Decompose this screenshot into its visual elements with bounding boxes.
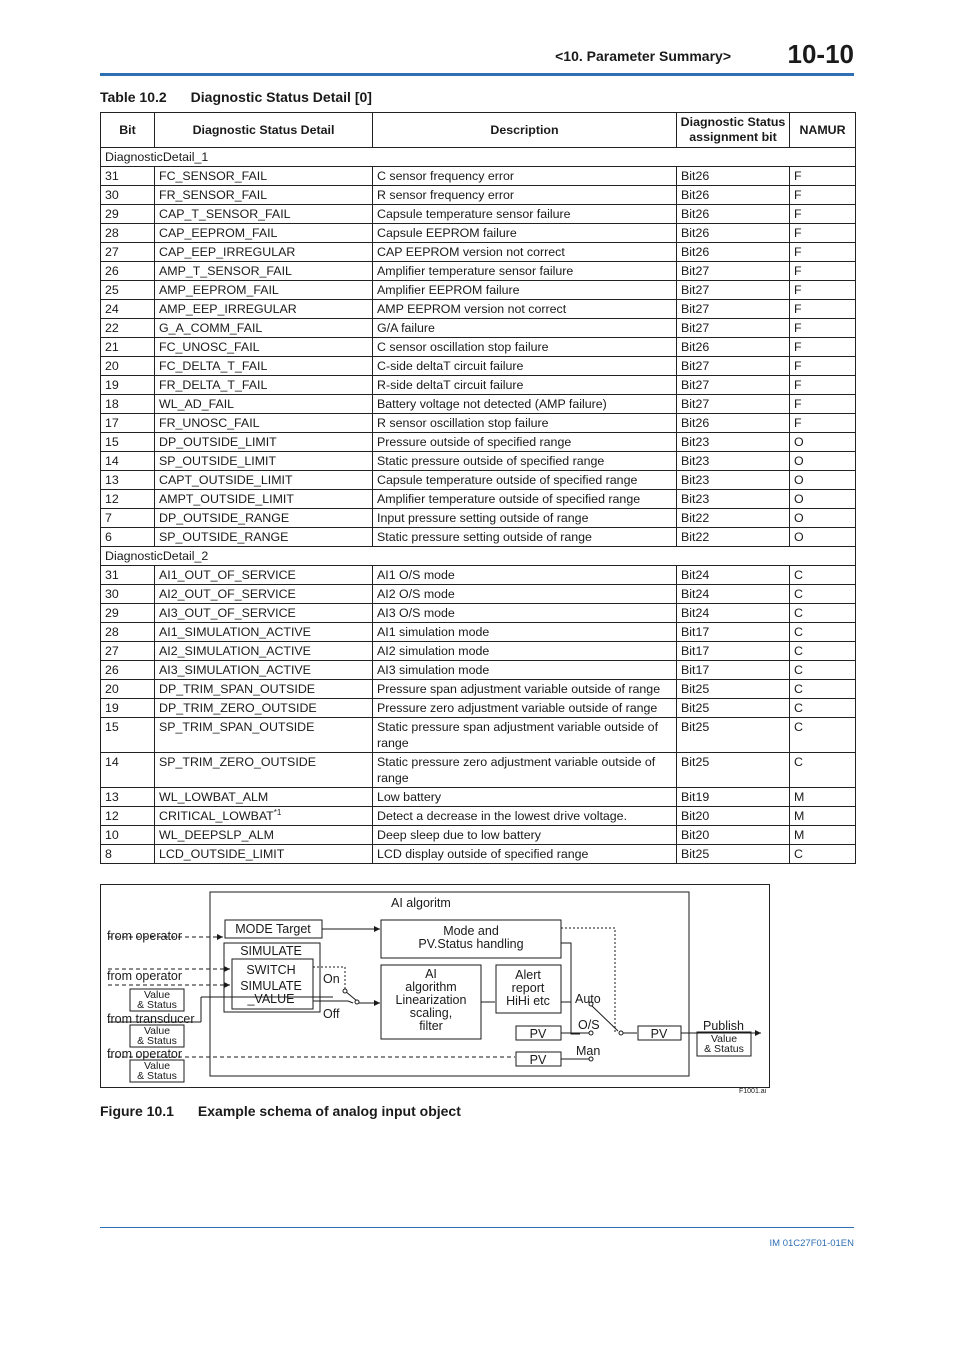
namur-cell: C xyxy=(790,604,856,623)
namur-cell: F xyxy=(790,262,856,281)
assignment-bit-cell: Bit22 xyxy=(677,528,790,547)
bit-cell: 21 xyxy=(101,338,155,357)
assignment-bit-cell: Bit17 xyxy=(677,642,790,661)
description-cell: Capsule temperature sensor failure xyxy=(373,205,677,224)
table-row xyxy=(101,319,856,338)
detail-cell: CAPT_OUTSIDE_LIMIT xyxy=(155,471,373,490)
namur-cell: C xyxy=(790,699,856,718)
description-cell: AI3 O/S mode xyxy=(373,604,677,623)
description-cell: AI1 O/S mode xyxy=(373,566,677,585)
publish-status-label: & Status xyxy=(704,1043,744,1055)
detail-cell: AI1_SIMULATION_ACTIVE xyxy=(155,623,373,642)
bit-cell: 26 xyxy=(101,262,155,281)
namur-cell: C xyxy=(790,718,856,753)
table-row xyxy=(101,699,856,718)
bit-cell: 28 xyxy=(101,224,155,243)
assignment-bit-cell: Bit22 xyxy=(677,509,790,528)
description-cell: Static pressure zero adjustment variable outside of range xyxy=(373,753,677,788)
detail-cell: DP_OUTSIDE_RANGE xyxy=(155,509,373,528)
table-row xyxy=(101,452,856,471)
status-label-2: & Status xyxy=(137,1035,177,1047)
detail-cell: AMP_T_SENSOR_FAIL xyxy=(155,262,373,281)
status-label-3: & Status xyxy=(137,1070,177,1082)
table-header-row xyxy=(101,113,856,148)
assignment-bit-cell: Bit27 xyxy=(677,395,790,414)
table-row xyxy=(101,585,856,604)
table-row xyxy=(101,807,856,826)
detail-cell: AI3_OUT_OF_SERVICE xyxy=(155,604,373,623)
table-row xyxy=(101,243,856,262)
publish-label: Publish xyxy=(703,1019,744,1033)
namur-cell: O xyxy=(790,471,856,490)
assignment-bit-cell: Bit26 xyxy=(677,205,790,224)
table-row xyxy=(101,718,856,753)
namur-cell: M xyxy=(790,826,856,845)
table-row xyxy=(101,433,856,452)
table-row xyxy=(101,376,856,395)
bit-cell: 6 xyxy=(101,528,155,547)
table-row xyxy=(101,414,856,433)
namur-cell: F xyxy=(790,186,856,205)
from-operator-label-1: from operator xyxy=(107,929,183,943)
description-cell: Battery voltage not detected (AMP failure) xyxy=(373,395,677,414)
assignment-bit-cell: Bit26 xyxy=(677,414,790,433)
table-row xyxy=(101,186,856,205)
ai-block-label-3: Linearization xyxy=(395,993,467,1007)
detail-cell: G_A_COMM_FAIL xyxy=(155,319,373,338)
description-cell: Pressure span adjustment variable outside of range xyxy=(373,680,677,699)
namur-cell: C xyxy=(790,661,856,680)
description-cell: Static pressure setting outside of range xyxy=(373,528,677,547)
bit-cell: 20 xyxy=(101,357,155,376)
namur-cell: O xyxy=(790,490,856,509)
assignment-bit-cell: Bit27 xyxy=(677,319,790,338)
namur-cell: F xyxy=(790,205,856,224)
description-cell: AI2 simulation mode xyxy=(373,642,677,661)
bit-cell: 14 xyxy=(101,452,155,471)
table-row xyxy=(101,753,856,788)
mode-target-label: MODE Target xyxy=(235,922,311,936)
value-label-1: Value xyxy=(143,989,171,1001)
description-cell: Deep sleep due to low battery xyxy=(373,826,677,845)
assignment-bit-cell: Bit27 xyxy=(677,281,790,300)
table-row xyxy=(101,167,856,186)
bit-cell: 20 xyxy=(101,680,155,699)
namur-cell: O xyxy=(790,509,856,528)
simulate-value-label-1: SIMULATE xyxy=(240,979,302,993)
bit-cell: 14 xyxy=(101,753,155,788)
page-number: 10-10 xyxy=(787,39,854,69)
description-cell: Amplifier EEPROM failure xyxy=(373,281,677,300)
detail-cell: CAP_EEPROM_FAIL xyxy=(155,224,373,243)
mode-handling-label-2: PV.Status handling xyxy=(418,937,524,951)
table-row xyxy=(101,395,856,414)
publish-value-label: Value xyxy=(710,1033,738,1045)
from-operator-label-2: from operator xyxy=(107,969,183,983)
bit-cell: 25 xyxy=(101,281,155,300)
description-cell: Amplifier temperature outside of specified range xyxy=(373,490,677,509)
table-row xyxy=(101,357,856,376)
table-caption-number: Table 10.2 xyxy=(100,89,167,105)
bit-cell: 31 xyxy=(101,566,155,585)
description-cell: C sensor oscillation stop failure xyxy=(373,338,677,357)
bit-cell: 15 xyxy=(101,433,155,452)
simulate-value-label-2: _VALUE xyxy=(247,992,295,1006)
detail-cell: FR_DELTA_T_FAIL xyxy=(155,376,373,395)
namur-cell: F xyxy=(790,395,856,414)
detail-cell: DP_OUTSIDE_LIMIT xyxy=(155,433,373,452)
description-cell: Pressure outside of specified range xyxy=(373,433,677,452)
man-label: Man xyxy=(576,1044,601,1058)
table-row xyxy=(101,338,856,357)
assignment-bit-cell: Bit25 xyxy=(677,680,790,699)
detail-cell: DP_TRIM_ZERO_OUTSIDE xyxy=(155,699,373,718)
namur-cell: F xyxy=(790,338,856,357)
bit-cell: 12 xyxy=(101,807,155,826)
ai-block-label-2: algorithm xyxy=(405,980,457,994)
detail-cell: AMP_EEP_IRREGULAR xyxy=(155,300,373,319)
detail-cell: LCD_OUTSIDE_LIMIT xyxy=(155,845,373,864)
assignment-bit-cell: Bit26 xyxy=(677,338,790,357)
description-cell: AI1 simulation mode xyxy=(373,623,677,642)
table-row xyxy=(101,528,856,547)
os-label: O/S xyxy=(578,1018,600,1032)
section-title: <10. Parameter Summary> xyxy=(555,48,731,64)
namur-cell: C xyxy=(790,753,856,788)
detail-cell: WL_DEEPSLP_ALM xyxy=(155,826,373,845)
detail-cell: FC_SENSOR_FAIL xyxy=(155,167,373,186)
description-cell: Capsule EEPROM failure xyxy=(373,224,677,243)
description-cell: Pressure zero adjustment variable outside of range xyxy=(373,699,677,718)
assignment-bit-cell: Bit23 xyxy=(677,452,790,471)
figure-file-id: F1001.ai xyxy=(739,1088,767,1095)
assignment-bit-cell: Bit27 xyxy=(677,357,790,376)
namur-cell: F xyxy=(790,300,856,319)
namur-cell: C xyxy=(790,642,856,661)
assignment-bit-cell: Bit26 xyxy=(677,224,790,243)
assignment-bit-cell: Bit25 xyxy=(677,845,790,864)
alert-label-3: HiHi etc xyxy=(506,994,550,1008)
namur-cell: O xyxy=(790,433,856,452)
table-row xyxy=(101,845,856,864)
assignment-bit-cell: Bit24 xyxy=(677,566,790,585)
description-cell: Capsule temperature outside of specified range xyxy=(373,471,677,490)
namur-cell: C xyxy=(790,585,856,604)
pv-label-man: PV xyxy=(529,1053,547,1067)
namur-cell: F xyxy=(790,357,856,376)
figure-caption-number: Figure 10.1 xyxy=(100,1103,174,1119)
description-cell: CAP EEPROM version not correct xyxy=(373,243,677,262)
description-cell: LCD display outside of specified range xyxy=(373,845,677,864)
table-row xyxy=(101,281,856,300)
detail-cell: CAP_T_SENSOR_FAIL xyxy=(155,205,373,224)
namur-cell: M xyxy=(790,807,856,826)
namur-cell: M xyxy=(790,788,856,807)
bit-cell: 19 xyxy=(101,699,155,718)
bit-cell: 13 xyxy=(101,788,155,807)
table-row xyxy=(101,224,856,243)
assignment-bit-cell: Bit24 xyxy=(677,604,790,623)
assignment-bit-cell: Bit25 xyxy=(677,699,790,718)
bit-cell: 12 xyxy=(101,490,155,509)
table-row xyxy=(101,788,856,807)
document-id: IM 01C27F01-01EN xyxy=(769,1238,854,1249)
table-row xyxy=(101,509,856,528)
bit-cell: 29 xyxy=(101,205,155,224)
detail-cell: SP_TRIM_ZERO_OUTSIDE xyxy=(155,753,373,788)
assignment-bit-cell: Bit27 xyxy=(677,300,790,319)
table-row xyxy=(101,680,856,699)
bit-cell: 13 xyxy=(101,471,155,490)
namur-cell: F xyxy=(790,243,856,262)
footnote-marker: *1 xyxy=(273,807,282,817)
table-section-row xyxy=(101,148,856,167)
bit-cell: 30 xyxy=(101,186,155,205)
alert-label-2: report xyxy=(511,981,545,995)
detail-cell: CAP_EEP_IRREGULAR xyxy=(155,243,373,262)
header-rule xyxy=(100,73,854,76)
detail-cell: AI2_OUT_OF_SERVICE xyxy=(155,585,373,604)
pv-label-auto: PV xyxy=(529,1027,547,1041)
table-row xyxy=(101,490,856,509)
table-row xyxy=(101,604,856,623)
assignment-bit-cell: Bit23 xyxy=(677,490,790,509)
description-cell: Detect a decrease in the lowest drive voltage. xyxy=(373,807,677,826)
detail-cell: DP_TRIM_SPAN_OUTSIDE xyxy=(155,680,373,699)
bit-cell: 26 xyxy=(101,661,155,680)
namur-cell: F xyxy=(790,224,856,243)
bit-cell: 18 xyxy=(101,395,155,414)
table-section-row xyxy=(101,547,856,566)
description-cell: AI3 simulation mode xyxy=(373,661,677,680)
detail-cell: AMP_EEPROM_FAIL xyxy=(155,281,373,300)
namur-cell: C xyxy=(790,845,856,864)
detail-cell: SP_OUTSIDE_RANGE xyxy=(155,528,373,547)
description-cell: G/A failure xyxy=(373,319,677,338)
table-row xyxy=(101,262,856,281)
schema-diagram xyxy=(101,885,769,1087)
mode-handling-label-1: Mode and xyxy=(443,924,499,938)
detail-text: CRITICAL_LOWBAT xyxy=(159,809,274,823)
bit-cell: 27 xyxy=(101,243,155,262)
column-header: Description xyxy=(373,113,677,148)
figure-caption xyxy=(100,1103,461,1119)
bit-cell: 24 xyxy=(101,300,155,319)
analog-input-schema-figure xyxy=(100,884,770,1088)
assignment-bit-cell: Bit27 xyxy=(677,262,790,281)
status-label-1: & Status xyxy=(137,999,177,1011)
assignment-bit-cell: Bit27 xyxy=(677,376,790,395)
diagnostic-status-table xyxy=(100,112,856,864)
on-label: On xyxy=(323,972,340,986)
table-row xyxy=(101,205,856,224)
detail-cell: WL_LOWBAT_ALM xyxy=(155,788,373,807)
simulate-label: SIMULATE xyxy=(240,944,302,958)
assignment-bit-cell: Bit17 xyxy=(677,623,790,642)
namur-cell: F xyxy=(790,167,856,186)
column-header: Bit xyxy=(101,113,155,148)
description-cell: C sensor frequency error xyxy=(373,167,677,186)
description-cell: Low battery xyxy=(373,788,677,807)
bit-cell: 22 xyxy=(101,319,155,338)
ai-block-label-5: filter xyxy=(419,1019,443,1033)
description-cell: C-side deltaT circuit failure xyxy=(373,357,677,376)
namur-cell: C xyxy=(790,623,856,642)
bit-cell: 8 xyxy=(101,845,155,864)
alert-label-1: Alert xyxy=(515,968,541,982)
table-row xyxy=(101,642,856,661)
assignment-bit-cell: Bit26 xyxy=(677,167,790,186)
column-header: NAMUR xyxy=(790,113,856,148)
detail-cell: WL_AD_FAIL xyxy=(155,395,373,414)
assignment-bit-cell: Bit25 xyxy=(677,718,790,753)
bit-cell: 29 xyxy=(101,604,155,623)
assignment-bit-cell: Bit23 xyxy=(677,471,790,490)
detail-cell: FC_DELTA_T_FAIL xyxy=(155,357,373,376)
table-row xyxy=(101,661,856,680)
namur-cell: F xyxy=(790,414,856,433)
ai-block-label-4: scaling, xyxy=(409,1006,453,1020)
detail-cell: FR_SENSOR_FAIL xyxy=(155,186,373,205)
assignment-bit-cell: Bit23 xyxy=(677,433,790,452)
from-operator-label-3: from operator xyxy=(107,1047,183,1061)
section-label: DiagnosticDetail_2 xyxy=(101,547,856,566)
table-caption-title: Diagnostic Status Detail [0] xyxy=(190,89,372,105)
namur-cell: F xyxy=(790,376,856,395)
bit-cell: 7 xyxy=(101,509,155,528)
bit-cell: 17 xyxy=(101,414,155,433)
detail-cell: AI1_OUT_OF_SERVICE xyxy=(155,566,373,585)
bit-cell: 27 xyxy=(101,642,155,661)
bit-cell: 19 xyxy=(101,376,155,395)
namur-cell: F xyxy=(790,319,856,338)
namur-cell: C xyxy=(790,566,856,585)
namur-cell: O xyxy=(790,452,856,471)
description-cell: Amplifier temperature sensor failure xyxy=(373,262,677,281)
figure-caption-title: Example schema of analog input object xyxy=(197,1103,461,1119)
description-cell: R sensor frequency error xyxy=(373,186,677,205)
table-row xyxy=(101,471,856,490)
description-cell: Static pressure span adjustment variable outside of range xyxy=(373,718,677,753)
detail-cell xyxy=(155,807,373,826)
bit-cell: 30 xyxy=(101,585,155,604)
detail-cell: FC_UNOSC_FAIL xyxy=(155,338,373,357)
bit-cell: 10 xyxy=(101,826,155,845)
value-label-3: Value xyxy=(143,1060,171,1072)
column-header: Diagnostic Status Detail xyxy=(155,113,373,148)
detail-cell: FR_UNOSC_FAIL xyxy=(155,414,373,433)
assignment-bit-cell: Bit20 xyxy=(677,826,790,845)
table-body xyxy=(101,148,856,864)
detail-cell: SP_OUTSIDE_LIMIT xyxy=(155,452,373,471)
bit-cell: 31 xyxy=(101,167,155,186)
namur-cell: C xyxy=(790,680,856,699)
bit-cell: 15 xyxy=(101,718,155,753)
assignment-bit-cell: Bit19 xyxy=(677,788,790,807)
off-label: Off xyxy=(323,1007,340,1021)
assignment-bit-cell: Bit25 xyxy=(677,753,790,788)
description-cell: Static pressure outside of specified range xyxy=(373,452,677,471)
detail-cell: AMPT_OUTSIDE_LIMIT xyxy=(155,490,373,509)
ai-algoritm-label: AI algoritm xyxy=(391,896,451,910)
table-row xyxy=(101,566,856,585)
table-caption xyxy=(100,89,372,105)
assignment-bit-cell: Bit26 xyxy=(677,186,790,205)
ai-block-label-1: AI xyxy=(425,967,437,981)
column-header: Diagnostic Status assignment bit xyxy=(677,113,790,148)
assignment-bit-cell: Bit17 xyxy=(677,661,790,680)
assignment-bit-cell: Bit26 xyxy=(677,243,790,262)
pv-label-output: PV xyxy=(650,1027,668,1041)
description-cell: Input pressure setting outside of range xyxy=(373,509,677,528)
table-row xyxy=(101,623,856,642)
from-transducer-label: from transducer xyxy=(107,1012,195,1026)
detail-cell: AI2_SIMULATION_ACTIVE xyxy=(155,642,373,661)
auto-label: Auto xyxy=(575,992,601,1006)
detail-cell: AI3_SIMULATION_ACTIVE xyxy=(155,661,373,680)
section-label: DiagnosticDetail_1 xyxy=(101,148,856,167)
table-row xyxy=(101,826,856,845)
switch-label: SWITCH xyxy=(246,963,296,977)
namur-cell: O xyxy=(790,528,856,547)
namur-cell: F xyxy=(790,281,856,300)
assignment-bit-cell: Bit24 xyxy=(677,585,790,604)
assignment-bit-cell: Bit20 xyxy=(677,807,790,826)
footer-rule xyxy=(100,1227,854,1228)
description-cell: R sensor oscillation stop failure xyxy=(373,414,677,433)
detail-cell: SP_TRIM_SPAN_OUTSIDE xyxy=(155,718,373,753)
bit-cell: 28 xyxy=(101,623,155,642)
description-cell: AMP EEPROM version not correct xyxy=(373,300,677,319)
description-cell: R-side deltaT circuit failure xyxy=(373,376,677,395)
value-label-2: Value xyxy=(143,1025,171,1037)
description-cell: AI2 O/S mode xyxy=(373,585,677,604)
table-row xyxy=(101,300,856,319)
